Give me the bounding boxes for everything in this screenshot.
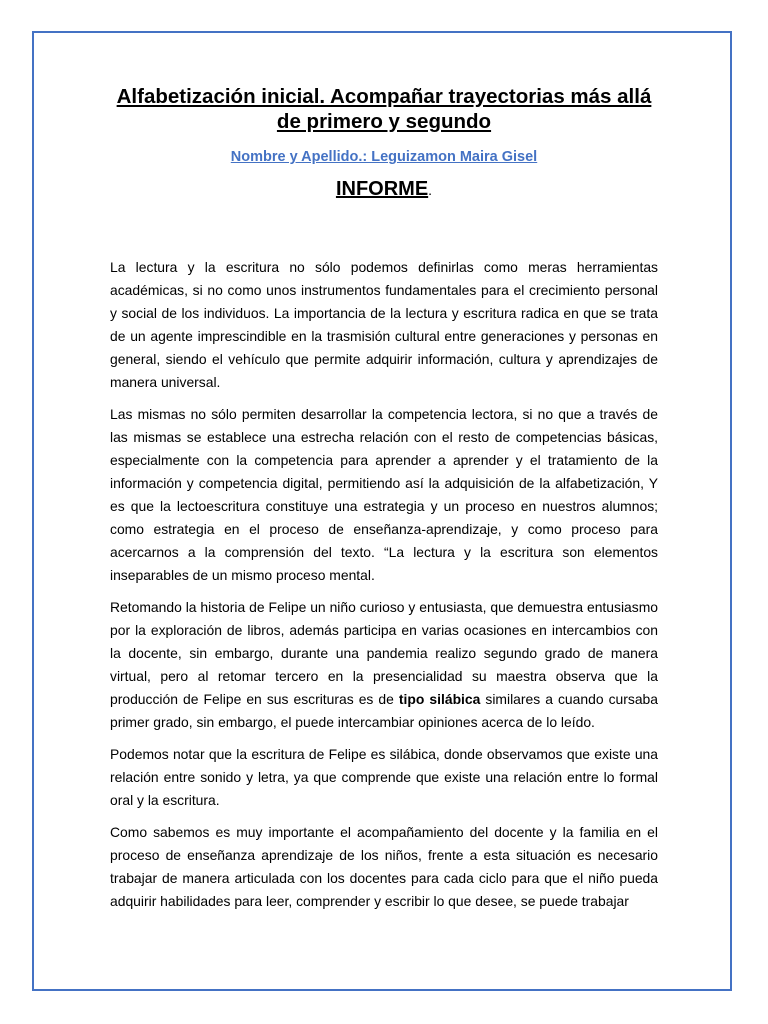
document-title: Alfabetización inicial. Acompañar trayectorias más allá de primero y segundo xyxy=(116,85,652,133)
report-heading-period: . xyxy=(428,182,433,198)
paragraph-3 xyxy=(110,596,658,734)
document-content xyxy=(110,84,658,922)
report-heading-word: INFORME xyxy=(335,178,429,200)
paragraph-5: Como sabemos es muy importante el acompañamiento del docente y la familia en el proceso de enseñanza aprendizaje de los niños, frente a esta situación es necesario trabajar de manera articulada con los docentes para cada ciclo para que el niño pueda adquirir habilidades para leer, comprender y escribir lo que desee, se puede trabajar xyxy=(110,824,658,909)
author-name-link[interactable]: Nombre y Apellido.: Leguizamon Maira Gisel xyxy=(230,149,538,165)
paragraph-3-bold-term: tipo silábica xyxy=(398,691,481,707)
document-body xyxy=(110,256,658,913)
paragraph-1: La lectura y la escritura no sólo podemos definirlas como meras herramientas académicas, si no como unos instrumentos fundamentales para el crecimiento personal y social de los individuos. La importancia de la lectura y escritura radica en que se trata de un agente imprescindible en la trasmisión cultural entre generaciones y personas en general, siendo el vehículo que permite adquirir información, cultura y aprendizajes de manera universal. xyxy=(110,259,658,390)
paragraph-4: Podemos notar que la escritura de Felipe es silábica, donde observamos que existe una relación entre sonido y letra, ya que comprende que existe una relación entre lo formal oral y la escritura. xyxy=(110,746,658,808)
paragraph-2: Las mismas no sólo permiten desarrollar la competencia lectora, si no que a través de las mismas se establece una estrecha relación con el resto de competencias básicas, especialmente con la competencia para aprender a aprender y el tratamiento de la información y competencia digital, permitiendo así la adquisición de la alfabetización, Y es que la lectoescritura constituye una estrategia y un proceso en nuestros alumnos; como estrategia en el proceso de enseñanza-aprendizaje, y como proceso para acercarnos a la comprensión del texto. “La lectura y la escritura son elementos inseparables de un mismo proceso mental. xyxy=(110,406,658,583)
paragraph-3-text-end: similares a cuando cursaba primer grado, sin embargo, el puede intercambiar opiniones acerca de lo leído. xyxy=(110,691,658,730)
paragraph-3-text-start: Retomando la historia de Felipe un niño curioso y entusiasta, que demuestra entusiasmo por la exploración de libros, además participa en varias ocasiones en intercambios con la docente, sin embargo, durante una pandemia realizo segundo grado de manera virtual, pero al retomar tercero en la presencialidad su maestra observa que la producción de Felipe en sus escrituras es de xyxy=(110,599,658,707)
report-heading xyxy=(110,175,658,204)
